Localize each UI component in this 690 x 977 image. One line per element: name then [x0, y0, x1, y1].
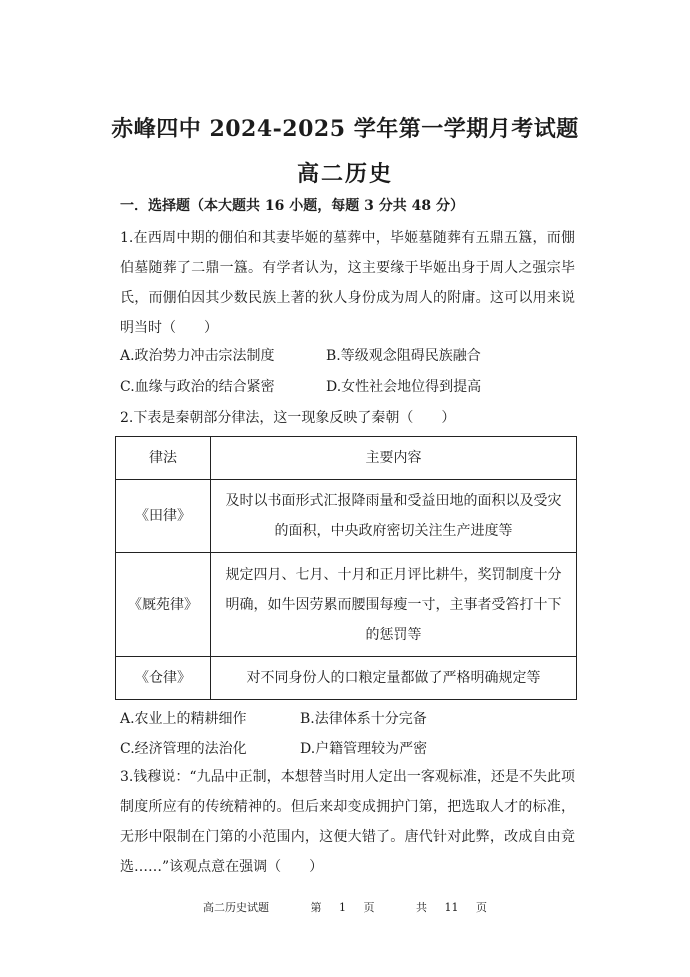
question-1-option-a: A.政治势力冲击宗法制度 — [120, 348, 275, 364]
table-cell-content: 对不同身份人的口粮定量都做了严格明确规定等 — [211, 657, 577, 700]
law-table — [115, 436, 577, 700]
question-1-option-d: D.女性社会地位得到提高 — [326, 379, 482, 395]
table-header-content: 主要内容 — [211, 437, 577, 480]
section-heading: 一．选择题（本大题共 16 小题，每题 3 分共 48 分） — [120, 198, 464, 214]
table-cell-law: 《田律》 — [116, 480, 211, 553]
footer-page-number: 第 1 页 — [310, 901, 375, 914]
question-3-stem: 3.钱穆说：“九品中正制，本想替当时用人定出一客观标准，还是不失此项制度所应有的传统精神的。但后来却变成拥护门第，把选取人才的标准，无形中限制在门第的小范围内，这便大错了。唐代针对此弊，改成自由竞选……”该观点意在强调（ ） — [120, 769, 575, 875]
question-2-option-a: A.农业上的精耕细作 — [120, 711, 247, 727]
footer-total-pages: 共 11 页 — [416, 901, 487, 914]
exam-title: 赤峰四中 2024-2025 学年第一学期月考试题 — [111, 116, 579, 142]
table-cell-law: 《厩苑律》 — [116, 553, 211, 657]
footer-subject: 高二历史试题 — [203, 901, 269, 914]
table-cell-law: 《仓律》 — [116, 657, 211, 700]
question-2-stem: 2.下表是秦朝部分律法，这一现象反映了秦朝（ ） — [120, 410, 456, 426]
table-row — [116, 480, 577, 553]
question-1-option-b: B.等级观念阻碍民族融合 — [326, 348, 481, 364]
table-row — [116, 657, 577, 700]
table-header-law: 律法 — [116, 437, 211, 480]
question-2-option-d: D.户籍管理较为严密 — [300, 741, 428, 757]
table-cell-content: 及时以书面形式汇报降雨量和受益田地的面积以及受灾的面积，中央政府密切关注生产进度等 — [211, 480, 577, 553]
question-1-stem: 1.在西周中期的倗伯和其妻毕姬的墓葬中，毕姬墓随葬有五鼎五簋，而倗伯墓随葬了二鼎一簋。有学者认为，这主要缘于毕姬出身于周人之强宗毕氏，而倗伯因其少数民族上著的狄人身份成为周人的附庸。这可以用来说明当时（ ） — [120, 230, 575, 336]
question-2-option-b: B.法律体系十分完备 — [300, 711, 427, 727]
page-footer — [0, 899, 690, 915]
table-cell-content: 规定四月、七月、十月和正月评比耕牛，奖罚制度十分明确，如牛因劳累而腰围每瘦一寸，主事者受笞打十下的惩罚等 — [211, 553, 577, 657]
table-row — [116, 553, 577, 657]
exam-subject: 高二历史 — [296, 161, 393, 187]
question-2-option-c: C.经济管理的法治化 — [120, 741, 247, 757]
table-header-row — [116, 437, 577, 480]
question-1-option-c: C.血缘与政治的结合紧密 — [120, 379, 275, 395]
